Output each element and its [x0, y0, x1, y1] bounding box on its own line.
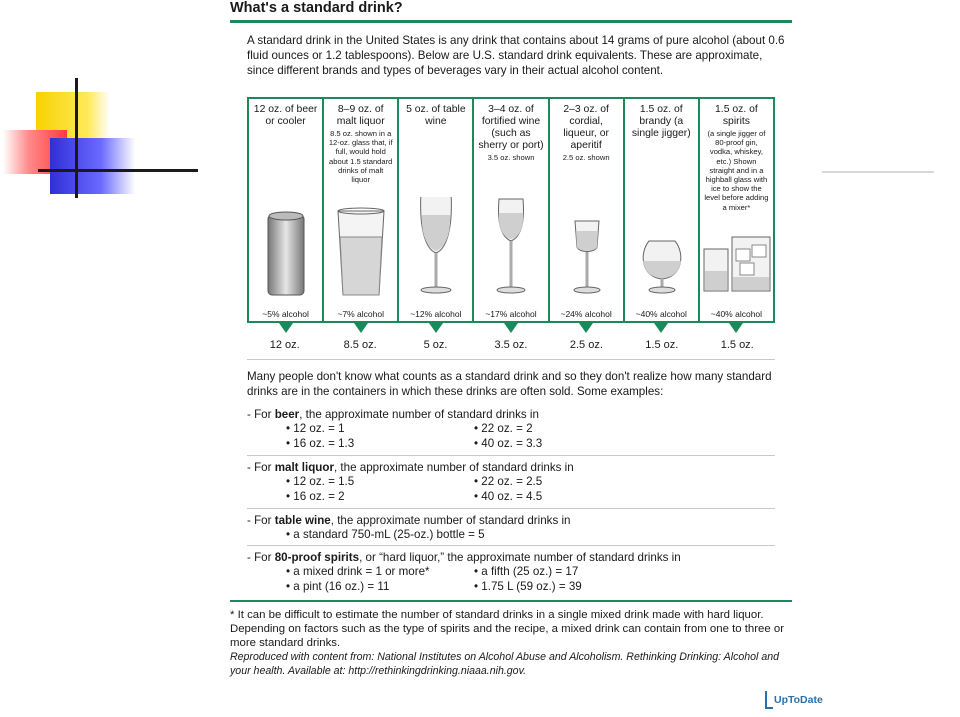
list-item: • 22 oz. = 2.5 — [474, 475, 543, 488]
list-item: • 16 oz. = 1.3 — [286, 437, 355, 450]
drink-note: 3.5 oz. shown — [487, 153, 535, 162]
list-item: • 16 oz. = 2 — [286, 490, 345, 503]
list-item: • 22 oz. = 2 — [474, 422, 533, 435]
logo-mark-icon — [765, 691, 773, 709]
page-title: What's a standard drink? — [230, 0, 403, 16]
serving-size: 3.5 oz. — [494, 339, 528, 351]
heading-suffix: , the approximate number of standard drinks in — [333, 461, 574, 474]
examples-intro-paragraph: Many people don't know what counts as a standard drink and so they don't realize how many standard drinks are in the containers in which these drinks are often sold. Some examples: — [247, 370, 772, 398]
highball-glass-icon — [700, 197, 773, 301]
slide-decoration — [0, 78, 200, 203]
cordial-glass-icon — [550, 197, 623, 301]
source-citation: Reproduced with content from: National Institutes on Alcohol Abuse and Alcoholism. Rethinking Drinking: Alcohol and your health. Available at: http://rethinkingdrinking.niaaa.nih.gov. — [230, 651, 780, 677]
group-heading — [247, 513, 792, 528]
list-item: • 1.75 L (59 oz.) = 39 — [474, 580, 582, 593]
heading-prefix: - For — [247, 408, 275, 421]
list-item: • a standard 750-mL (25-oz.) bottle = 5 — [286, 528, 485, 541]
drink-column-cordial — [550, 99, 625, 321]
alcohol-percent: ~5% alcohol — [262, 309, 309, 319]
list-item: • a pint (16 oz.) = 11 — [286, 580, 390, 593]
pointer-arrow — [579, 323, 593, 333]
uptodate-logo — [765, 691, 823, 709]
table-wine-group — [247, 513, 792, 528]
serving-sizes-row — [247, 339, 775, 351]
drink-label: 1.5 oz. of spirits — [715, 104, 758, 127]
heading-suffix: , the approximate number of standard drinks in — [330, 514, 571, 527]
drink-label: 1.5 oz. of brandy (a single jigger) — [631, 104, 691, 139]
alcohol-percent: ~40% alcohol — [635, 309, 687, 319]
list-item: • a mixed drink = 1 or more* — [286, 565, 430, 578]
alcohol-percent: ~12% alcohol — [410, 309, 462, 319]
alcohol-percent: ~24% alcohol — [560, 309, 612, 319]
pointer-arrow — [279, 323, 293, 333]
divider — [247, 508, 775, 509]
drink-label: 5 oz. of table wine — [406, 104, 466, 127]
drink-column-beer — [249, 99, 324, 321]
drink-note: 8.5 oz. shown in a 12-oz. glass that, if full, would hold about 1.5 standard drinks of malt liquor — [328, 129, 393, 185]
divider — [247, 455, 775, 456]
group-heading — [247, 460, 792, 475]
heading-prefix: - For — [247, 461, 275, 474]
horizontal-line-decoration — [38, 169, 198, 172]
heading-prefix: - For — [247, 551, 275, 564]
list-item: • 12 oz. = 1.5 — [286, 475, 355, 488]
heading-bold: 80-proof spirits — [274, 551, 360, 564]
pointer-arrow — [354, 323, 368, 333]
footer-rule — [230, 600, 792, 602]
beer-group — [247, 407, 792, 422]
drink-column-brandy — [625, 99, 700, 321]
intro-paragraph: A standard drink in the United States is any drink that contains about 14 grams of pure alcohol (about 0.6 fluid ounces or 1.2 tablespoons). Below are U.S. standard drink equivalents. These are approximate, since different brands and types of beverages vary in their actual alcohol content. — [247, 34, 785, 77]
drink-column-fortified-wine — [474, 99, 549, 321]
blue-square-decoration — [50, 138, 135, 194]
group-heading — [247, 550, 792, 565]
group-heading — [247, 407, 792, 422]
heading-prefix: - For — [247, 514, 275, 527]
drink-label: 2–3 oz. of cordial, liqueur, or aperitif — [563, 104, 609, 151]
pointer-arrow — [429, 323, 443, 333]
footnote-block — [230, 608, 792, 678]
alcohol-percent: ~17% alcohol — [485, 309, 537, 319]
serving-size: 2.5 oz. — [569, 339, 603, 351]
serving-size: 1.5 oz. — [720, 339, 754, 351]
wine-glass-icon — [399, 197, 472, 301]
list-item: • 12 oz. = 1 — [286, 422, 345, 435]
drink-column-spirits — [700, 99, 773, 321]
tumbler-glass-icon — [324, 197, 397, 301]
faint-line-decoration — [822, 171, 934, 173]
pointer-arrow — [654, 323, 668, 333]
heading-suffix: , the approximate number of standard drinks in — [299, 408, 539, 421]
divider — [247, 545, 775, 546]
alcohol-percent: ~40% alcohol — [710, 309, 763, 319]
malt-liquor-group — [247, 460, 792, 475]
serving-size: 12 oz. — [269, 339, 300, 351]
heading-bold: table wine — [274, 514, 331, 527]
alcohol-percent: ~7% alcohol — [337, 309, 384, 319]
footnote-text: * It can be difficult to estimate the number of standard drinks in a single mixed drink made with hard liquor. Depending on factors such as the type of spirits and the recipe, a mixed drink can contain from one to three or more standard drinks. — [230, 609, 785, 649]
heading-bold: beer — [274, 408, 300, 421]
pointer-arrow — [504, 323, 518, 333]
pointer-arrow — [729, 323, 743, 333]
heading-bold: malt liquor — [274, 461, 334, 474]
list-item: • 40 oz. = 3.3 — [474, 437, 543, 450]
logo-text: UpToDate — [774, 694, 823, 706]
drink-note: (a single jigger of 80-proof gin, vodka, whiskey, etc.) Shown straight and in a highball glass with ice to show the level before adding a mixer* — [704, 129, 769, 212]
spirits-group — [247, 550, 792, 565]
sherry-glass-icon — [474, 197, 547, 301]
list-item: • a fifth (25 oz.) = 17 — [474, 565, 579, 578]
serving-size: 1.5 oz. — [645, 339, 679, 351]
title-rule — [230, 20, 792, 23]
drink-column-table-wine — [399, 99, 474, 321]
heading-suffix: , or “hard liquor,” the approximate number of standard drinks in — [359, 551, 681, 564]
drink-label: 3–4 oz. of fortified wine (such as sherry or port) — [478, 104, 544, 151]
drink-equivalents-table — [247, 97, 775, 323]
vertical-line-decoration — [75, 78, 78, 198]
divider — [247, 359, 775, 360]
drink-note: 2.5 oz. shown — [562, 153, 610, 162]
brandy-snifter-icon — [625, 197, 698, 301]
drink-label: 12 oz. of beer or cooler — [253, 104, 318, 127]
drink-column-malt-liquor — [324, 99, 399, 321]
drink-label: 8–9 oz. of malt liquor — [336, 104, 385, 127]
serving-size: 8.5 oz. — [343, 339, 377, 351]
can-icon — [249, 197, 322, 301]
list-item: • 40 oz. = 4.5 — [474, 490, 543, 503]
serving-size: 5 oz. — [423, 339, 448, 351]
